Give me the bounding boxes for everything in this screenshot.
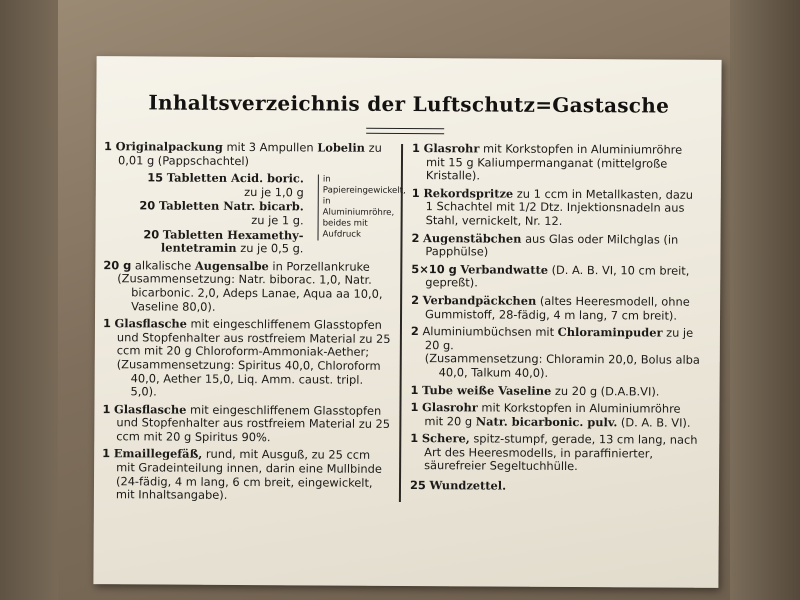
item-scissors: 1 Schere, spitz-stumpf, gerade, 13 cm lang, nach Art des Heeresmodells, in paraffinierter, säurefreier Segeltuchhülle. [410,431,698,474]
column-divider [399,144,403,502]
item-cotton-wool: 5×10 g Verbandwatte (D. A. B. VI, 10 cm breit, gepreßt). [411,261,690,290]
case-wall-right [730,0,800,600]
tablet-line-bicarb: 20 Tabletten Natr. bicarb. zu je 1 g. [139,198,304,228]
eye-salve-composition: (Zusammensetzung: Natr. biborac. 1,0, Natr. bicarbonic. 2,0, Adeps Lanae, Aqua aa 10,0, Vaseline 80,0). [117,271,383,314]
item-glass-flask-spiritus: 1 Glasflasche mit eingeschliffenem Glasstopfen und Stopfenhalter aus rostfreiem Material zu 25 ccm mit 20 g Spiritus 90%. [102,401,391,445]
flask-composition: (Zusammensetzung: Spiritus 40,0, Chloroform 40,0, Aether 15,0, Liq. Amm. caust. tripl. 5,0). [116,357,381,399]
case-wall-left [0,0,58,600]
item-glass-tube-permanganate: 1 Glasrohr mit Korkstopfen in Aluminiumröhre mit 15 g Kaliumpermanganat (mittelgroße Kristalle). [412,141,683,183]
item-lobelin: 1 Originalpackung mit 3 Ampullen Lobelin zu 0,01 g (Pappschachtel) [104,139,382,168]
item-bandage-pack: 2 Verbandpäckchen (altes Heeresmodell, ohne Gummistoff, 28-fädig, 4 m lang, 7 cm breit). [411,292,690,323]
tablet-group-note: in Papiereingewickelt, in Aluminiumröhre, beides mit Aufdruck [317,175,396,241]
tablet-line-boric: 15 Tabletten Acid. boric. zu je 1,0 g [147,170,304,200]
tablet-line-hexamethylentetramin: 20 Tabletten Hexamethy- lentetramin zu je 0,5 g. [143,226,304,256]
item-glass-flask-chloroform: 1 Glasflasche mit eingeschliffenem Glasstopfen und Stopfenhalter aus rostfreiem Material zu 25 ccm mit 20 g Chloroform-Ammoniak-Aether; (Zusammensetzung: Spiritus 40,0, Chloroform 40,0, Aether 15,0, Liq. Amm. caust. tripl. 5,0). [103,317,391,400]
sheet-title: Inhaltsverzeichnis der Luftschutz=Gastasche [148,90,670,118]
right-column [410,142,702,498]
title-rule [366,128,444,134]
item-eye-rods: 2 Augenstäbchen aus Glas oder Milchglas (in Papphülse) [411,230,679,259]
powder-composition: (Zusammensetzung: Chloramin 20,0, Bolus alba 40,0, Talkum 40,0). [424,351,700,380]
item-wound-labels: 25 Wundzettel. [409,478,507,493]
left-column [102,139,406,508]
contents-sheet [93,56,721,588]
item-enamel-vessel: 1 Emaillegefäß, rund, mit Ausguß, zu 25 ccm mit Gradeinteilung innen, darin eine Mullbinde (24-fädig, 4 m lang, 6 cm breit, eingewickelt, mit Inhaltsangabe). [102,446,382,503]
item-eye-salve: 20 g alkalische Augensalbe in Porzellankruke (Zusammensetzung: Natr. biborac. 1,0, Natr. bicarbonic. 2,0, Adeps Lanae, Aqua aa 10,0, Vaseline 80,0). [103,259,391,315]
tablet-group [103,170,406,256]
item-vaseline-tube: 1 Tube weiße Vaseline zu 20 g (D.A.B.VI). [410,382,660,399]
item-chloramine-powder: 2 Aluminiumbüchsen mit Chloraminpuder zu je 20 g. (Zusammensetzung: Chloramin 20,0, Bolus alba 40,0, Talkum 40,0). [410,324,700,380]
item-glass-tube-bicarbonate: 1 Glasrohr mit Korkstopfen in Aluminiumröhre mit 20 g Natr. bicarbonic. pulv. (D. A. B. VI). [410,400,691,430]
item-syringe: 1 Rekordspritze zu 1 ccm in Metallkasten, dazu 1 Schachtel mit 1/2 Dtz. Injektionsnadeln aus Stahl, vernickelt, Nr. 12. [411,185,694,228]
